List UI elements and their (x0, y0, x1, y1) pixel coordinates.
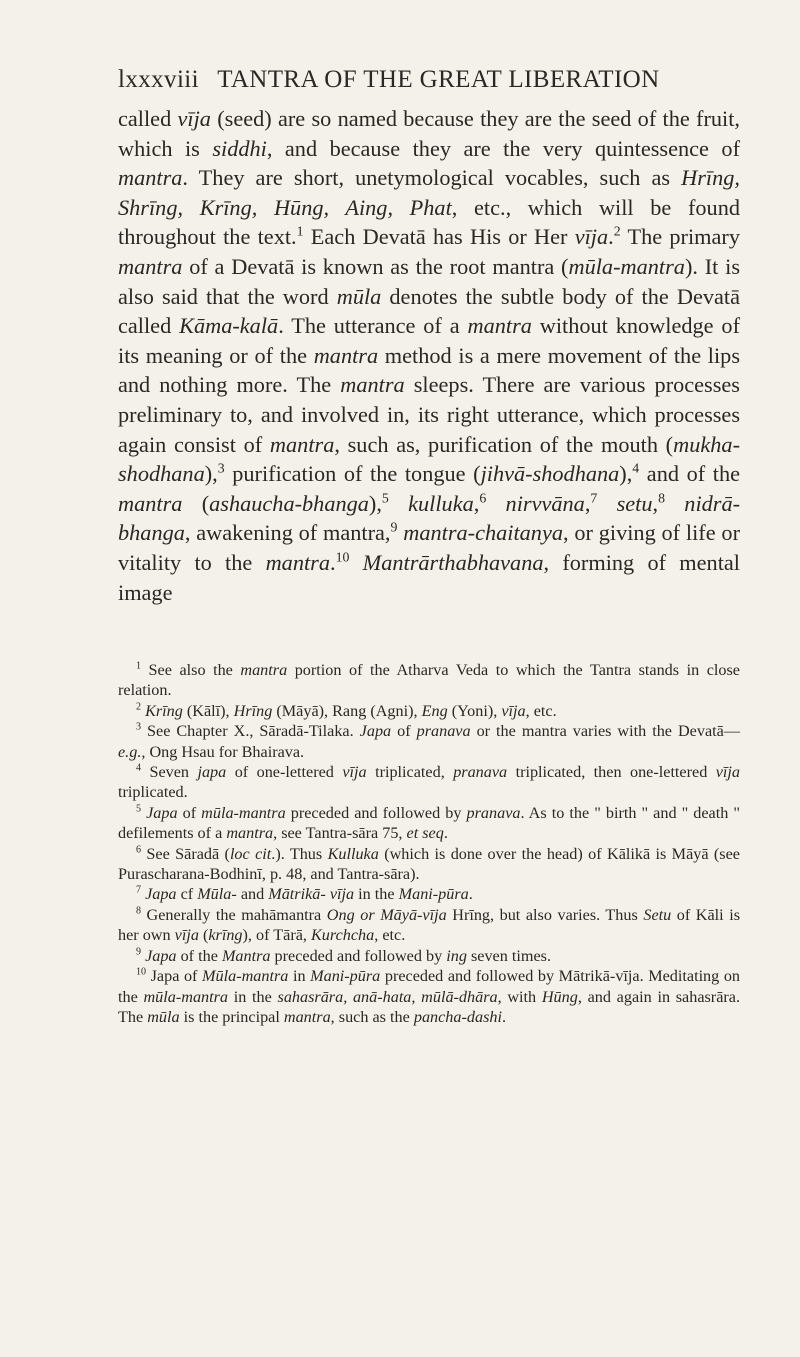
footnote-9: $^9$ Japa of the Mantra preceded and followed by ing seven times. (136, 946, 552, 965)
running-header (118, 66, 760, 94)
footnote-ref: 4 (632, 460, 640, 476)
body-text (118, 104, 740, 607)
footnote-6: $^6$ See Sāradā (loc cit.). Thus Kulluka (which is done over the head) of Kālikā is Māyā (see Purascharana-Bodhinī, p. 48, and Tantra-sāra). (118, 844, 740, 884)
footnote-1: $^1$ See also the mantra portion of the Atharva Veda to which the Tantra stands in close relation. (118, 660, 740, 700)
footnote-5: $^5$ Japa of mūla-mantra preceded and followed by pranava. As to the " birth " and " death " defilements of a mantra, see Tantra-sāra 75, et seq. (118, 803, 740, 843)
footnote-ref: 10 (335, 549, 350, 565)
footnote-2: $^2$ Krīng (Kālī), Hrīng (Māyā), Rang (Agni), Eng (Yoni), vīja, etc. (136, 701, 557, 720)
footnote-ref: 9 (390, 519, 398, 535)
footnote-3: $^3$ See Chapter X., Sāradā-Tilaka. Japa of pranava or the mantra varies with the Devatā—e.g., Ong Hsau for Bhairava. (118, 721, 741, 761)
footnote-8: $^8$ Generally the mahāmantra Ong or Māyā-vīja Hrīng, but also varies. Thus Setu of Kāli is her own vīja (krīng), of Tārā, Kurchcha, etc. (118, 905, 741, 945)
footnote-ref: 2 (613, 223, 621, 239)
footnotes (118, 660, 740, 1027)
footnote-ref: 6 (479, 490, 487, 506)
body-paragraph: called vīja (seed) are so named because they are the seed of the fruit, which is siddhi, and because they are the very quintessence of mantra. They are short, unetymological vocables, such as Hrīng, Shrīng, Krīng, Hūng, Aing, Phat, etc., which will be found throughout the text.$^1$ Each Devatā has His or Her vīja.$^2$ The primary mantra of a Devatā is known as the root mantra (mūla-mantra). It is also said that the word mūla denotes the subtle body of the Devatā called Kāma-kalā. The utterance of a mantra without knowledge of its meaning or of the mantra method is a mere movement of the lips and nothing more. The mantra sleeps. There are various processes preliminary to, and involved in, its right utterance, which processes again consist of mantra, such as, purification of the mouth (mukha-shodhana),$^3$ purification of the tongue (jihvā-shodhana),$^4$ and of the mantra (ashaucha-bhanga),$^5$ kulluka,$^6$ nirvvāna,$^7$ setu,$^8$ nidrā-bhanga, awakening of mantra,$^9$ mantra-chaitanya, or giving of life or vitality to the mantra.$^{10}$ Mantrārthabhavana, forming of mental image (118, 106, 741, 605)
footnote-ref: 7 (590, 490, 598, 506)
page-number: lxxxviii (118, 66, 199, 93)
footnote-7: $^7$ Japa cf Mūla- and Mātrikā- vīja in the Mani-pūra. (136, 885, 473, 904)
footnote-4: $^4$ Seven japa of one-lettered vīja triplicated, pranava triplicated, then one-lettered vīja triplicated. (118, 762, 741, 802)
footnote-ref: 1 (296, 223, 304, 239)
running-title: TANTRA OF THE GREAT LIBERATION (217, 66, 660, 93)
footnote-10: $^{10}$ Japa of Mūla-mantra in Mani-pūra preceded and followed by Mātrikā-vīja. Meditating on the mūla-mantra in the sahasrāra, anā-hata, mūlā-dhāra, with Hūng, and again in sahasrāra. The mūla is the principal mantra, such as the pancha-dashi. (118, 966, 741, 1026)
footnote-ref: 5 (381, 490, 389, 506)
footnote-ref: 3 (217, 460, 225, 476)
footnote-ref: 8 (658, 490, 665, 506)
